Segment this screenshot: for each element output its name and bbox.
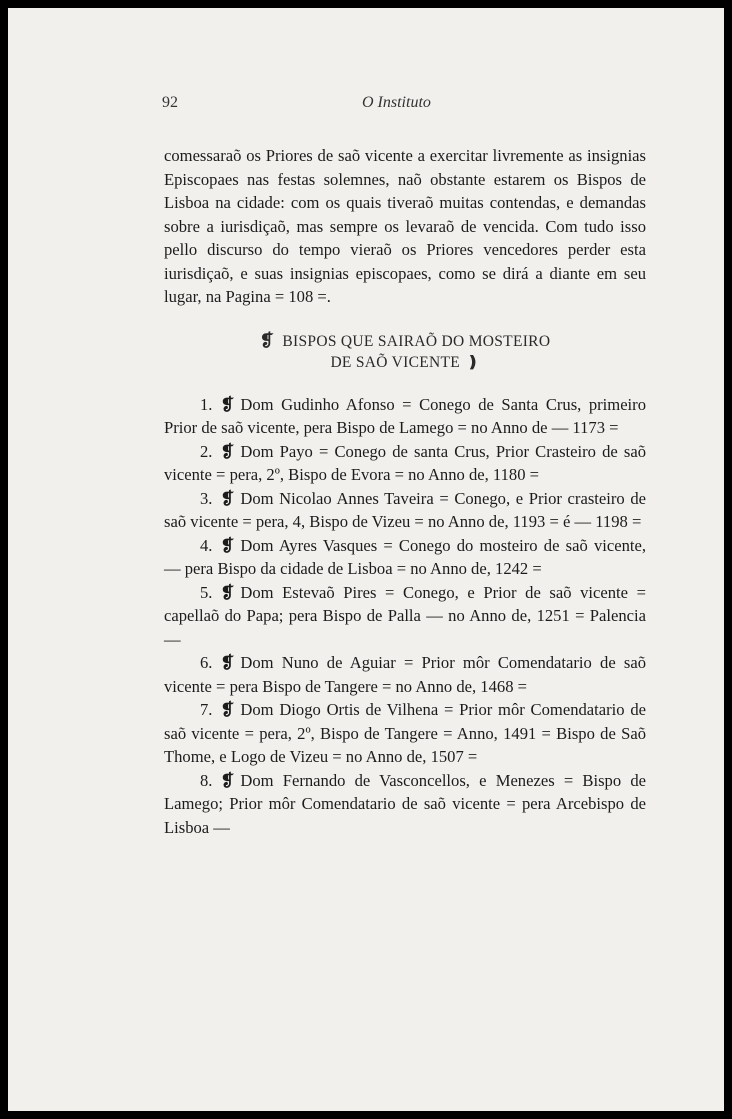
entry-text: Dom Nicolao Annes Taveira = Conego, e Prior crasteiro de saõ vicente = pera, 4, Bispo de Vizeu = no Anno de, 1193 = é — 1198 = [164,488,646,531]
paragraph-mark-icon: ❡ [220,653,235,672]
book-page [8,8,724,1111]
entry-number: 3. [200,488,213,508]
paragraph-mark-icon: ❡ [220,582,235,602]
paragraph-mark-icon: ❡ [220,394,235,414]
heading-line-1 [164,330,646,352]
list-item [164,534,646,581]
entry-number: 6. [200,653,213,672]
entry-text: Dom Gudinho Afonso = Conego de Santa Crus, primeiro Prior de saõ vicente, pera Bispo de Lamego = no Anno de — 1173 = [164,394,646,437]
heading-text-2: DE SAÕ VICENTE [330,353,461,371]
paragraph-mark-icon: ❡ [220,441,235,461]
bishop-list [164,393,646,840]
entry-number: 5. [200,582,213,602]
paragraph-mark-icon: ❡ [220,700,235,719]
entry-number: 4. [200,535,213,555]
page-number: 92 [162,94,178,111]
paragraph-mark-icon: ❡ [220,488,235,508]
entry-text: Dom Ayres Vasques = Conego do mosteiro de saõ vicente, — pera Bispo da cidade de Lisboa = no Anno de, 1242 = [164,535,646,578]
list-item [164,698,646,769]
section-heading [164,330,646,373]
closing-mark-icon: ❫ [466,353,480,371]
entry-text: Dom Fernando de Vasconcellos, e Menezes = Bispo de Lamego; Prior môr Comendatario de saõ vicente = pera Arcebispo de Lisboa — [164,770,646,837]
entry-text: Dom Nuno de Aguiar = Prior môr Comendatario de saõ vicente = pera Bispo de Tangere = no Anno de, 1468 = [164,653,646,696]
list-item [164,769,646,840]
entry-number: 2. [200,441,213,461]
heading-line-2 [164,352,646,373]
page-header [162,94,642,118]
list-item [164,581,646,652]
entry-text: Dom Diogo Ortis de Vilhena = Prior môr Comendatario de saõ vicente = pera, 2º, Bispo de Tangere = Anno, 1491 = Bispo de Saõ Thome, e Logo de Vizeu = no Anno de, 1507 = [164,700,646,766]
entry-number: 8. [200,770,213,790]
entry-text: Dom Estevaõ Pires = Conego, e Prior de saõ vicente = capellaõ do Papa; pera Bispo de Palla — no Anno de, 1251 = Palencia — [164,582,646,649]
entry-text: Dom Payo = Conego de santa Crus, Prior Crasteiro de saõ vicente = pera, 2º, Bispo de Evora = no Anno de, 1180 = [164,441,646,484]
intro-paragraph [164,144,646,309]
paragraph-mark-icon: ❡ [259,330,275,350]
entry-number: 1. [200,394,213,414]
list-item [164,440,646,487]
running-title: O Instituto [362,94,431,111]
paragraph-mark-icon: ❡ [220,770,235,790]
page-body [164,144,646,839]
list-item [164,487,646,534]
paragraph-mark-icon: ❡ [220,535,235,555]
entry-number: 7. [200,700,213,719]
list-item [164,651,646,698]
list-item [164,393,646,440]
heading-text-1: BISPOS QUE SAIRAÕ DO MOSTEIRO [282,332,551,350]
intro-text: comessaraõ os Priores de saõ vicente a exercitar livremente as insignias Episcopaes nas festas solemnes, naõ obstante estarem os Bispos de Lisboa na cidade: com os quais tiveraõ muitas contendas, e demandas sobre a iurisdiçaõ, mas sempre os levaraõ de vencida. Com tudo isso pello discurso do tempo vieraõ os Priores vencedores perder esta iurisdiçaõ, e suas insignias episcopaes, como se dirá a diante em seu lugar, na Pagina = 108 =. [164,146,646,306]
